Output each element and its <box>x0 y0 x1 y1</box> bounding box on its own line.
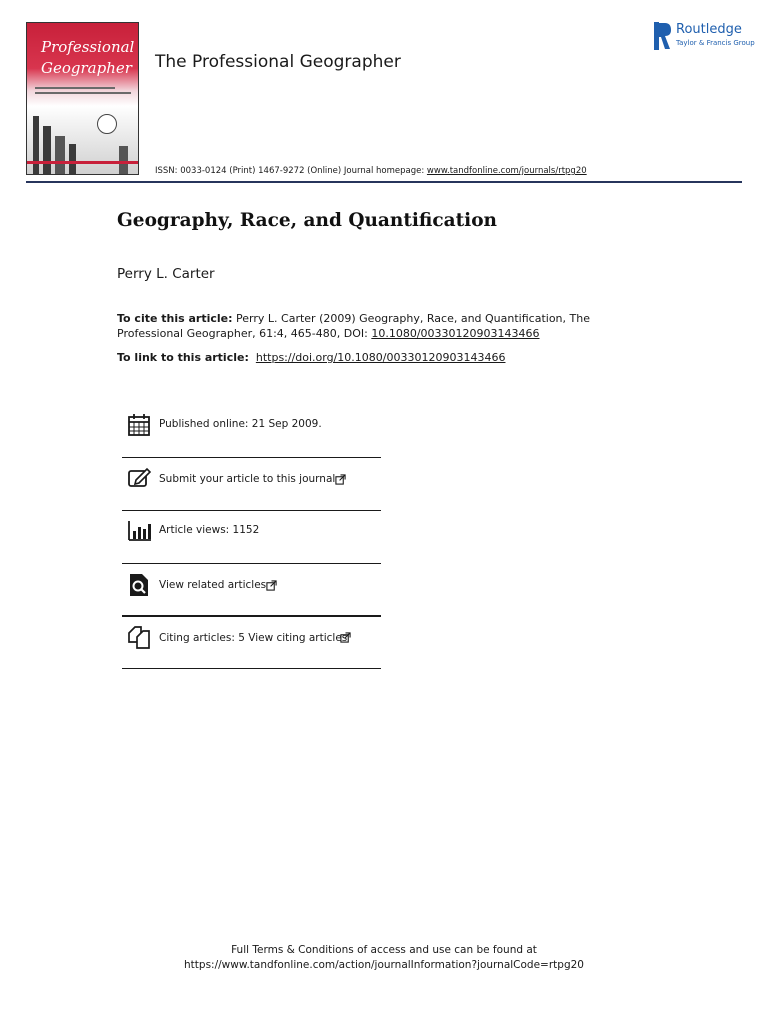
journal-cover-image <box>26 22 139 175</box>
article-doi-link[interactable]: https://doi.org/10.1080/00330120903143466 <box>255 351 506 364</box>
calendar-icon <box>127 413 151 437</box>
publisher-logo[interactable] <box>654 22 755 50</box>
related-articles-row[interactable] <box>122 564 380 616</box>
citing-articles-row[interactable] <box>122 617 380 669</box>
publisher-name: Routledge <box>676 22 742 37</box>
article-title: Geography, Race, and Quantification <box>117 210 497 231</box>
external-link-icon <box>340 632 351 643</box>
document-search-icon <box>127 573 151 597</box>
related-articles-link[interactable]: View related articles <box>159 579 267 591</box>
seal-icon <box>97 114 117 134</box>
citing-articles-link[interactable]: Citing articles: 5 View citing articles <box>159 632 348 644</box>
footer-terms-link[interactable]: https://www.tandfonline.com/action/journalInformation?journalCode=rtpg20 <box>184 959 584 971</box>
footer-line1: Full Terms & Conditions of access and use can be found at <box>231 944 537 956</box>
routledge-logo-icon <box>654 22 672 50</box>
info-divider <box>122 668 381 669</box>
terms-footer <box>0 943 768 973</box>
external-link-icon <box>266 580 277 591</box>
cover-title-line2: Geographer <box>41 59 132 77</box>
bar-chart-icon <box>127 518 151 542</box>
link-label: To link to this article: <box>117 351 249 364</box>
header-divider <box>26 181 742 183</box>
citing-articles-icon <box>127 625 151 649</box>
citation-label: To cite this article: <box>117 312 233 325</box>
submit-article-row[interactable] <box>122 458 380 510</box>
issn-text: ISSN: 0033-0124 (Print) 1467-9272 (Online) Journal homepage: <box>155 166 427 176</box>
article-views-text: Article views: 1152 <box>159 524 260 536</box>
citation-text: Perry L. Carter (2009) Geography, Race, and Quantification, The Professional Geographer, 61:4, 465-480, DOI: <box>117 312 590 340</box>
article-link-block <box>117 351 505 364</box>
published-online-text: Published online: 21 Sep 2009. <box>159 418 322 430</box>
edit-icon <box>127 466 151 490</box>
external-link-icon <box>335 474 346 485</box>
journal-title: The Professional Geographer <box>155 52 401 72</box>
citation-block <box>117 312 637 341</box>
citation-doi-link[interactable]: 10.1080/00330120903143466 <box>371 326 540 340</box>
article-views-row <box>122 511 380 563</box>
article-author: Perry L. Carter <box>117 266 215 282</box>
published-online-row <box>122 400 380 452</box>
submit-article-link[interactable]: Submit your article to this journal <box>159 473 336 485</box>
cover-title-line1: Professional <box>41 38 135 56</box>
journal-homepage-link[interactable]: www.tandfonline.com/journals/rtpg20 <box>426 166 587 176</box>
publisher-subtitle: Taylor & Francis Group <box>676 39 755 47</box>
issn-line <box>155 166 587 176</box>
